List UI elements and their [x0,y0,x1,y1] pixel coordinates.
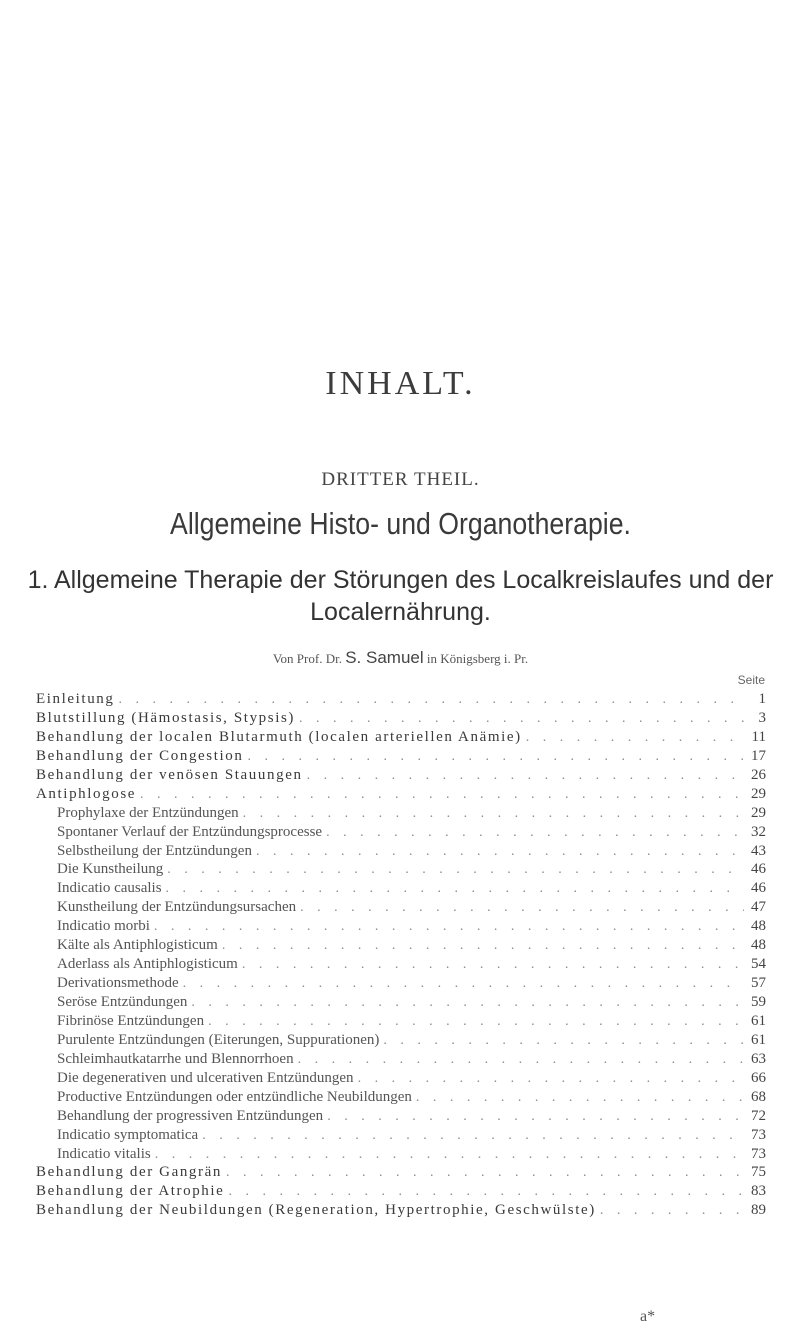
toc-entry-title: Antiphlogose [36,785,137,802]
toc-entry [36,879,766,898]
toc-entry-title: Indicatio causalis [57,880,162,897]
toc-entry-title: Die Kunstheilung [57,861,164,878]
toc-entry-title: Indicatio vitalis [57,1145,151,1162]
toc-entry-page: 26 [751,766,766,783]
toc-entry-page: 72 [751,1107,766,1124]
toc-entry-title: Seröse Entzündungen [57,994,188,1010]
toc-leader-dots [296,899,744,917]
toc-entry-page: 17 [751,747,766,764]
toc-entry-title: Schleimhautkatarrhe und Blennorrhoen [57,1050,294,1067]
toc-leader-dots [596,1202,744,1220]
toc-entry-page: 46 [751,880,766,897]
section-title-line-1: 1. Allgemeine Therapie der Störungen des Localkreislaufes und der [27,566,774,594]
section-title [0,564,801,628]
toc-entry [36,1088,766,1107]
toc-entry-title: Behandlung der venösen Stauungen [36,766,303,783]
toc-entry [36,1163,766,1182]
toc-leader-dots [150,918,744,936]
toc-entry-page: 61 [751,1031,766,1048]
toc-entry-page: 47 [751,899,766,916]
toc-leader-dots [322,824,744,842]
toc-entry-title: Behandlung der Gangrän [36,1164,222,1181]
toc-entry-title: Behandlung der Atrophie [36,1183,225,1200]
toc-leader-dots [162,880,744,898]
toc-entry-title: Selbstheilung der Entzündungen [57,842,252,859]
toc-leader-dots [354,1070,744,1088]
toc-entry-title: Einleitung [36,691,115,707]
page-heading: INHALT. [325,365,476,402]
toc-leader-dots [224,1183,744,1201]
toc-entry-page: 83 [751,1183,766,1200]
toc-entry-page: 73 [751,1126,766,1143]
toc-entry [36,1069,766,1088]
toc-leader-dots [252,843,744,861]
toc-entry [36,728,766,747]
toc-leader-dots [187,994,744,1012]
toc-entry-page: 54 [751,956,766,973]
toc-entry [36,709,766,728]
toc-entry [36,860,766,879]
toc-entry [36,898,766,917]
toc-entry-page: 3 [758,709,766,726]
toc-entry-page: 1 [758,691,766,707]
toc-entry [36,1201,766,1220]
toc-entry-title: Die degenerativen und ulcerativen Entzündungen [57,1069,354,1086]
toc-leader-dots [522,729,744,747]
toc-leader-dots [323,1108,744,1126]
toc-entry-title: Indicatio symptomatica [57,1126,199,1143]
toc-leader-dots [222,1164,744,1182]
toc-entry [36,917,766,936]
toc-entry-title: Behandlung der localen Blutarmuth (localen arteriellen Anämie) [36,728,522,745]
toc-entry [36,785,766,804]
toc-entry [36,823,766,842]
toc-leader-dots [198,1127,744,1145]
toc-entry-page: 46 [751,861,766,878]
toc-entry-title: Behandlung der Neubildungen (Regeneration, Hypertrophie, Geschwülste) [36,1202,596,1219]
author-line [0,648,801,668]
toc-entry [36,1050,766,1069]
toc-entry [36,974,766,993]
toc-entry-title: Spontaner Verlauf der Entzündungsprocesse [57,823,323,840]
toc-entry-title: Indicatio morbi [57,918,150,935]
toc-leader-dots [295,710,744,728]
author-suffix: in Königsberg i. Pr. [426,651,529,666]
toc-entry [36,766,766,785]
toc-entry [36,955,766,974]
toc-entry-page: 63 [751,1050,766,1067]
toc-entry [36,747,766,766]
toc-entry-title: Behandlung der progressiven Entzündungen [57,1107,324,1124]
toc-entry-page: 43 [751,842,766,859]
toc-leader-dots [238,956,744,974]
page-column-header: Seite [737,673,765,687]
toc-entry-title: Productive Entzündungen oder entzündliche Neubildungen [57,1088,412,1105]
toc-entry-page: 73 [751,1145,766,1162]
sheet-signature: a* [640,1308,656,1325]
toc-entry-title: Behandlung der Congestion [36,747,244,764]
toc-entry [36,1107,766,1126]
toc-entry-title: Derivationsmethode [57,975,179,992]
toc-leader-dots [218,937,744,955]
toc-leader-dots [294,1051,744,1069]
toc-entry [36,1031,766,1050]
author-name: S. Samuel [345,648,424,667]
toc-leader-dots [412,1089,744,1107]
toc-leader-dots [303,767,744,785]
toc-entry-page: 75 [751,1164,766,1181]
toc-entry-page: 61 [751,1012,766,1029]
toc-leader-dots [239,805,744,823]
toc-entry [36,804,766,823]
part-subtitle: Allgemeine Histo- und Organotherapie. [170,506,631,541]
toc-entry [36,1145,766,1164]
toc-entry [36,936,766,955]
toc-entry-title: Fibrinöse Entzündungen [57,1012,205,1029]
toc-entry-title: Aderlass als Antiphlogisticum [57,956,238,973]
toc-entry-page: 66 [751,1069,766,1086]
toc-entry-page: 32 [751,823,766,840]
toc-leader-dots [136,786,744,804]
toc-entry-page: 11 [751,728,766,745]
part-label: DRITTER THEIL. [321,469,480,490]
toc-leader-dots [243,748,744,766]
toc-entry-title: Purulente Entzündungen (Eiterungen, Suppurationen) [57,1031,380,1048]
author-prefix: Von Prof. Dr. [272,651,342,666]
toc-entry [36,1182,766,1201]
toc-entry [36,1126,766,1145]
toc-entry [36,993,766,1012]
toc-leader-dots [179,975,744,993]
toc-leader-dots [163,861,744,879]
toc-leader-dots [379,1032,744,1050]
toc-entry-title: Prophylaxe der Entzündungen [57,804,239,821]
toc-leader-dots [151,1146,744,1164]
toc-entry-page: 48 [751,937,766,954]
toc-entry-page: 29 [751,785,766,802]
toc-entry-title: Kunstheilung der Entzündungsursachen [57,899,297,916]
toc-entry-page: 57 [751,975,766,992]
toc-entry-title: Kälte als Antiphlogisticum [57,937,218,954]
toc-entry-page: 48 [751,918,766,935]
section-title-line-2: Localernährung. [310,598,491,626]
toc-entry-page: 68 [751,1088,766,1105]
toc-entry-page: 59 [751,994,766,1010]
toc-entry [36,690,766,709]
toc-entry [36,842,766,861]
toc-leader-dots [204,1013,744,1031]
table-of-contents [36,690,766,1220]
toc-entry-page: 29 [751,804,766,821]
toc-leader-dots [115,691,745,709]
toc-entry-page: 89 [751,1202,766,1219]
toc-entry [36,1012,766,1031]
toc-entry-title: Blutstillung (Hämostasis, Stypsis) [36,709,296,726]
